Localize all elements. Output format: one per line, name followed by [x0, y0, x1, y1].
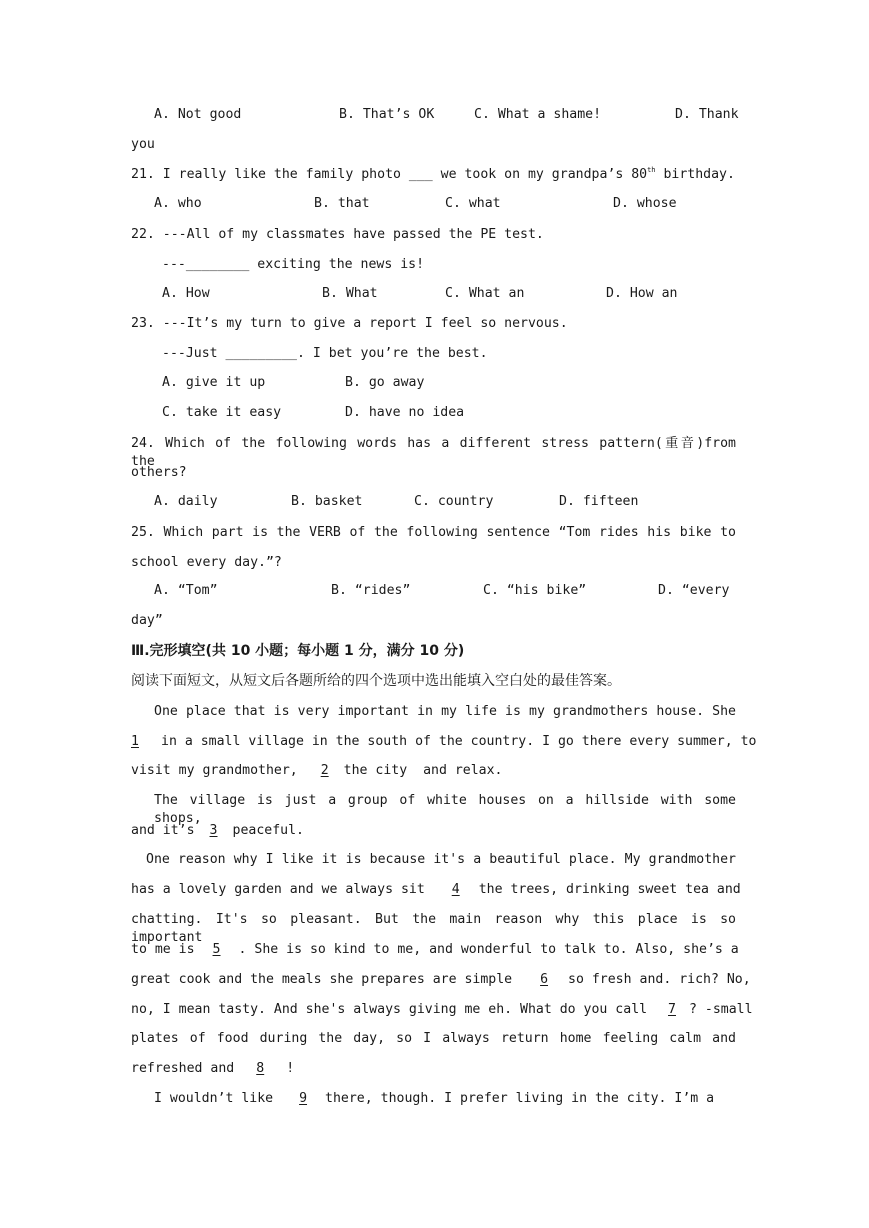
q21-option-c: C. what	[445, 196, 501, 211]
q25-stem: 25. Which part is the VERB of the following sentence “Tom rides his bike to	[131, 525, 736, 540]
passage-line: The village is just a group of white houses on a hillside with some shops,	[154, 793, 736, 826]
q23-option-d: D. have no idea	[345, 405, 465, 420]
q25-stem-wrap: school every day.”?	[131, 555, 282, 570]
q21-option-b: B. that	[314, 196, 370, 211]
cloze-blank-9: 9	[299, 1091, 308, 1106]
passage-line: to me is 5 . She is so kind to me, and wonderful to talk to. Also, she’s a	[131, 942, 739, 957]
q25-option-d: D. “every	[658, 583, 730, 598]
passage-line: visit my grandmother, 2 the city and relax.	[131, 763, 503, 778]
q21-stem: 21. I really like the family photo ___ we took on my grandpa’s 80th birthday.	[131, 166, 735, 182]
q22-option-c: C. What an	[445, 286, 525, 301]
cloze-blank-1: 1	[131, 734, 139, 749]
q22-stem: 22. ---All of my classmates have passed the PE test.	[131, 227, 544, 242]
passage-line: and it’s 3 peaceful.	[131, 823, 304, 838]
section-instruction: 阅读下面短文，从短文后各题所给的四个选项中选出能填入空白处的最佳答案。	[131, 673, 621, 689]
q24-option-d: D. fifteen	[559, 494, 639, 509]
q25-option-a: A. “Tom”	[154, 583, 218, 598]
q20-option-c: C. What a shame!	[474, 107, 602, 122]
q22-blank: ________	[185, 257, 250, 272]
passage-line: 1 in a small village in the south of the country. I go there every summer, to	[131, 734, 757, 749]
q21-option-d: D. whose	[613, 196, 677, 211]
passage-line: chatting. It's so pleasant. But the main reason why this place is so important	[131, 912, 736, 945]
passage-line: has a lovely garden and we always sit 4 the trees, drinking sweet tea and	[131, 882, 741, 897]
q20-option-a: A. Not good	[154, 107, 242, 122]
q24-stem-wrap: others?	[131, 465, 187, 480]
passage-line: One reason why I like it is because it's a beautiful place. My grandmother	[146, 852, 736, 867]
q23-option-b: B. go away	[345, 375, 425, 390]
q22-response: ---________ exciting the news is!	[162, 257, 425, 272]
q22-option-a: A. How	[162, 286, 210, 301]
q23-option-a: A. give it up	[162, 375, 266, 390]
q20-option-d-wrap: you	[131, 137, 155, 152]
q23-response: ---Just _________. I bet you’re the best.	[162, 346, 488, 361]
q25-option-d-wrap: day”	[131, 613, 163, 628]
q25-option-c: C. “his bike”	[483, 583, 587, 598]
cloze-blank-4: 4	[451, 882, 460, 897]
q24-stem: 24. Which of the following words has a different stress pattern(重音)from the	[131, 436, 736, 469]
passage-line: One place that is very important in my life is my grandmothers house. She	[154, 704, 736, 719]
cloze-blank-8: 8	[256, 1061, 265, 1076]
q20-option-d: D. Thank	[675, 107, 739, 122]
passage-line: refreshed and 8 !	[131, 1061, 295, 1076]
section-heading: Ⅲ.完形填空(共 10 小题；每小题 1 分，满分 10 分)	[131, 643, 465, 659]
q23-stem: 23. ---It’s my turn to give a report I feel so nervous.	[131, 316, 568, 331]
q24-option-a: A. daily	[154, 494, 218, 509]
passage-line: great cook and the meals she prepares are simple 6 so fresh and. rich? No,	[131, 972, 751, 987]
q22-option-b: B. What	[322, 286, 378, 301]
q22-option-d: D. How an	[606, 286, 678, 301]
passage-line: no, I mean tasty. And she's always giving me eh. What do you call 7 ? -small	[131, 1002, 753, 1017]
q25-option-b: B. “rides”	[331, 583, 411, 598]
cloze-blank-3: 3	[209, 823, 218, 838]
q24-option-c: C. country	[414, 494, 494, 509]
q23-option-c: C. take it easy	[162, 405, 282, 420]
passage-line: plates of food during the day, so I always return home feeling calm and	[131, 1031, 736, 1046]
cloze-blank-5: 5	[212, 942, 221, 957]
cloze-blank-7: 7	[668, 1002, 676, 1017]
passage-line: I wouldn’t like 9 there, though. I prefer living in the city. I’m a	[154, 1091, 715, 1106]
q24-option-b: B. basket	[291, 494, 363, 509]
cloze-blank-2: 2	[320, 763, 329, 778]
q20-option-b: B. That’s OK	[339, 107, 435, 122]
q23-blank: _________	[225, 346, 297, 361]
q21-blank: ___	[408, 167, 433, 182]
q21-option-a: A. who	[154, 196, 202, 211]
cloze-blank-6: 6	[540, 972, 549, 987]
